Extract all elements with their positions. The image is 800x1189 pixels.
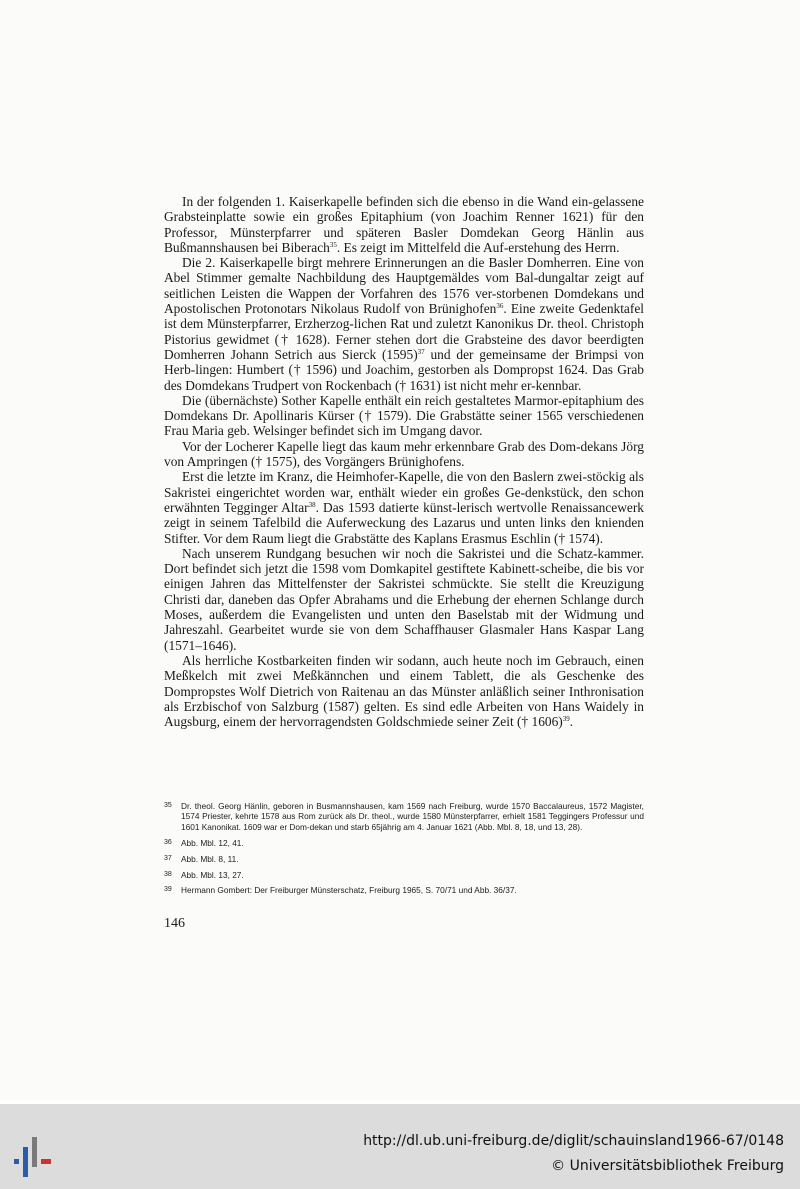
paragraph [164,255,644,393]
footnote-ref: 37 [417,347,425,356]
footnotes [164,801,644,901]
footnote [164,870,644,880]
paragraph [164,393,644,439]
paragraph [164,469,644,545]
footnote-ref: 39 [562,715,570,724]
ub-freiburg-logo-icon[interactable] [14,1137,54,1177]
footnote-text: Hermann Gombert: Der Freiburger Münsterschatz, Freiburg 1965, S. 70/71 und Abb. 36/37. [181,885,517,896]
paragraph-text: . Es zeigt im Mittelfeld die Auf-erstehung des Herrn. [336,239,620,255]
paragraph [164,546,644,653]
paragraph-text: Die (übernächste) Sother Kapelle enthält ein reich gestaltetes Marmor-epitaphium des Domdekans Dr. Apollinaris Kürser († 1579). Die Grabstätte seiner 1565 verschiedenen Frau Maria geb. Welsinger befindet sich im Umgang davor. [164,392,644,439]
footnote-text: Abb. Mbl. 8, 11. [181,853,239,864]
footnote-ref: 35 [329,240,337,249]
footnote-number: 36 [164,838,172,846]
paragraph [164,194,644,255]
document-url[interactable]: http://dl.ub.uni-freiburg.de/diglit/schauinsland1966-67/0148 [363,1133,784,1149]
copyright-notice: © Universitätsbibliothek Freiburg [551,1158,784,1174]
footnote-number: 38 [164,870,172,878]
paragraph [164,653,644,729]
paragraph-text: Nach unserem Rundgang besuchen wir noch die Sakristei und die Schatz-kammer. Dort befindet sich jetzt die 1598 vom Domkapitel gestiftete Kabinett-scheibe, die bis vor einigen Jahren das Mittelfenster der Sakristei schmückte. Sie stellt die Kreuzigung Christi dar, daneben das Opfer Abrahams und die Erhebung der ehernen Schlange durch Moses, außerdem die Evangelisten und unten den Baselstab mit der Widmung und Jahreszahl. Gearbeitet wurde sie von dem Schaffhauser Glasmaler Hans Kaspar Lang (1571–1646). [164,545,644,653]
footnote-text: Abb. Mbl. 12, 41. [181,837,244,848]
footnote [164,885,644,895]
paragraph-text: . [569,714,574,730]
paragraph-text: . Das 1593 datierte künst-lerisch wertvolle Renaissancewerk zeigt in seinem Tafelbild die Auferweckung des Lazarus und unten links den knienden Stifter. Vor dem Raum liegt die Grabstätte des Kaplans Erasmus Eschlin († 1574). [164,499,644,546]
footnote-text: Dr. theol. Georg Hänlin, geboren in Busmannshausen, kam 1569 nach Freiburg, wurde 1570 Baccalaureus, 1572 Magister, 1574 Priester, kehrte 1578 aus Rom zurück als Dr. theol., wurde 1580 Münsterpfarrer, erhielt 1581 Teggingers Professur und 1601 Kanonikat. 1609 war er Dom-dekan und starb 65jährig am 4. Januar 1621 (Abb. Mbl. 8, 18, und 13, 28). [181,801,644,832]
body-text [164,194,644,729]
paragraph-text: . Eine zweite Gedenktafel ist dem Münsterpfarrer, Erzherzog-lichen Rat und zuletzt Kanonikus Dr. theol. Christoph Pistorius gewidmet († 1628). Ferner stehen dort die Grabsteine des davor beerdigten Domherren Johann Setrich aus Sierck (1595) [164,301,644,362]
viewer-footer [0,1104,800,1189]
footnote-text: Abb. Mbl. 13, 27. [181,869,244,880]
paragraph-text: Die 2. Kaiserkapelle birgt mehrere Erinnerungen an die Basler Domherren. Eine von Abel Stimmer gemalte Nachbildung des Hauptgemäldes vom Bal-dungaltar zeigt auf seitlichen Leisten die Wappen der Vorfahren des 1576 ver-storbenen Domdekans und Apostolischen Protonotars Nikolaus Rudolf von Brünighofen [164,255,644,317]
footnote [164,801,644,832]
paragraph-text: und der gemeinsame der Brimpsi von Herb-lingen: Humbert († 1596) und Joachim, gestorben als Dompropst 1624. Das Grab des Domdekans Trudpert von Rockenbach († 1631) ist nicht mehr er-kennbar. [164,346,644,393]
footnote-ref: 36 [496,302,504,311]
page-number: 146 [164,916,185,931]
footnote-number: 37 [164,854,172,862]
paragraph-text: Erst die letzte im Kranz, die Heimhofer-Kapelle, die von den Baslern zwei-stöckig als Sakristei eingerichtet worden war, enthält wieder ein großes Ge-denkstück, den schon erwähnten Tegginger Altar [164,469,644,515]
footnote-ref: 38 [308,500,316,509]
paragraph-text: Als herrliche Kostbarkeiten finden wir sodann, auch heute noch im Gebrauch, einen Meßkelch mit zwei Meßkännchen und einem Tablett, die als Geschenke des Dompropstes Wolf Dietrich von Raitenau an das Münster anläßlich seiner Inthronisation als Erzbischof von Salzburg (1587) gelten. Es sind edle Arbeiten von Hans Waidely in Augsburg, einem der hervorragendsten Goldschmiede seiner Zeit († 1606) [164,652,644,730]
footnote [164,838,644,848]
paragraph-text: Vor der Locherer Kapelle liegt das kaum mehr erkennbare Grab des Dom-dekans Jörg von Ampringen († 1575), des Vorgängers Brünighofens. [164,438,644,470]
footnote-number: 35 [164,802,172,809]
paragraph [164,439,644,470]
paragraph-text: In der folgenden 1. Kaiserkapelle befinden sich die ebenso in die Wand ein-gelassene Grabsteinplatte sowie ein großes Epitaphium (von Joachim Renner 1621) für den Professor, Münsterpfarrer und späteren Basler Domdekan Georg Hänlin aus Bußmannshausen bei Biberach [164,194,644,255]
footnote [164,854,644,864]
footnote-number: 39 [164,886,172,894]
